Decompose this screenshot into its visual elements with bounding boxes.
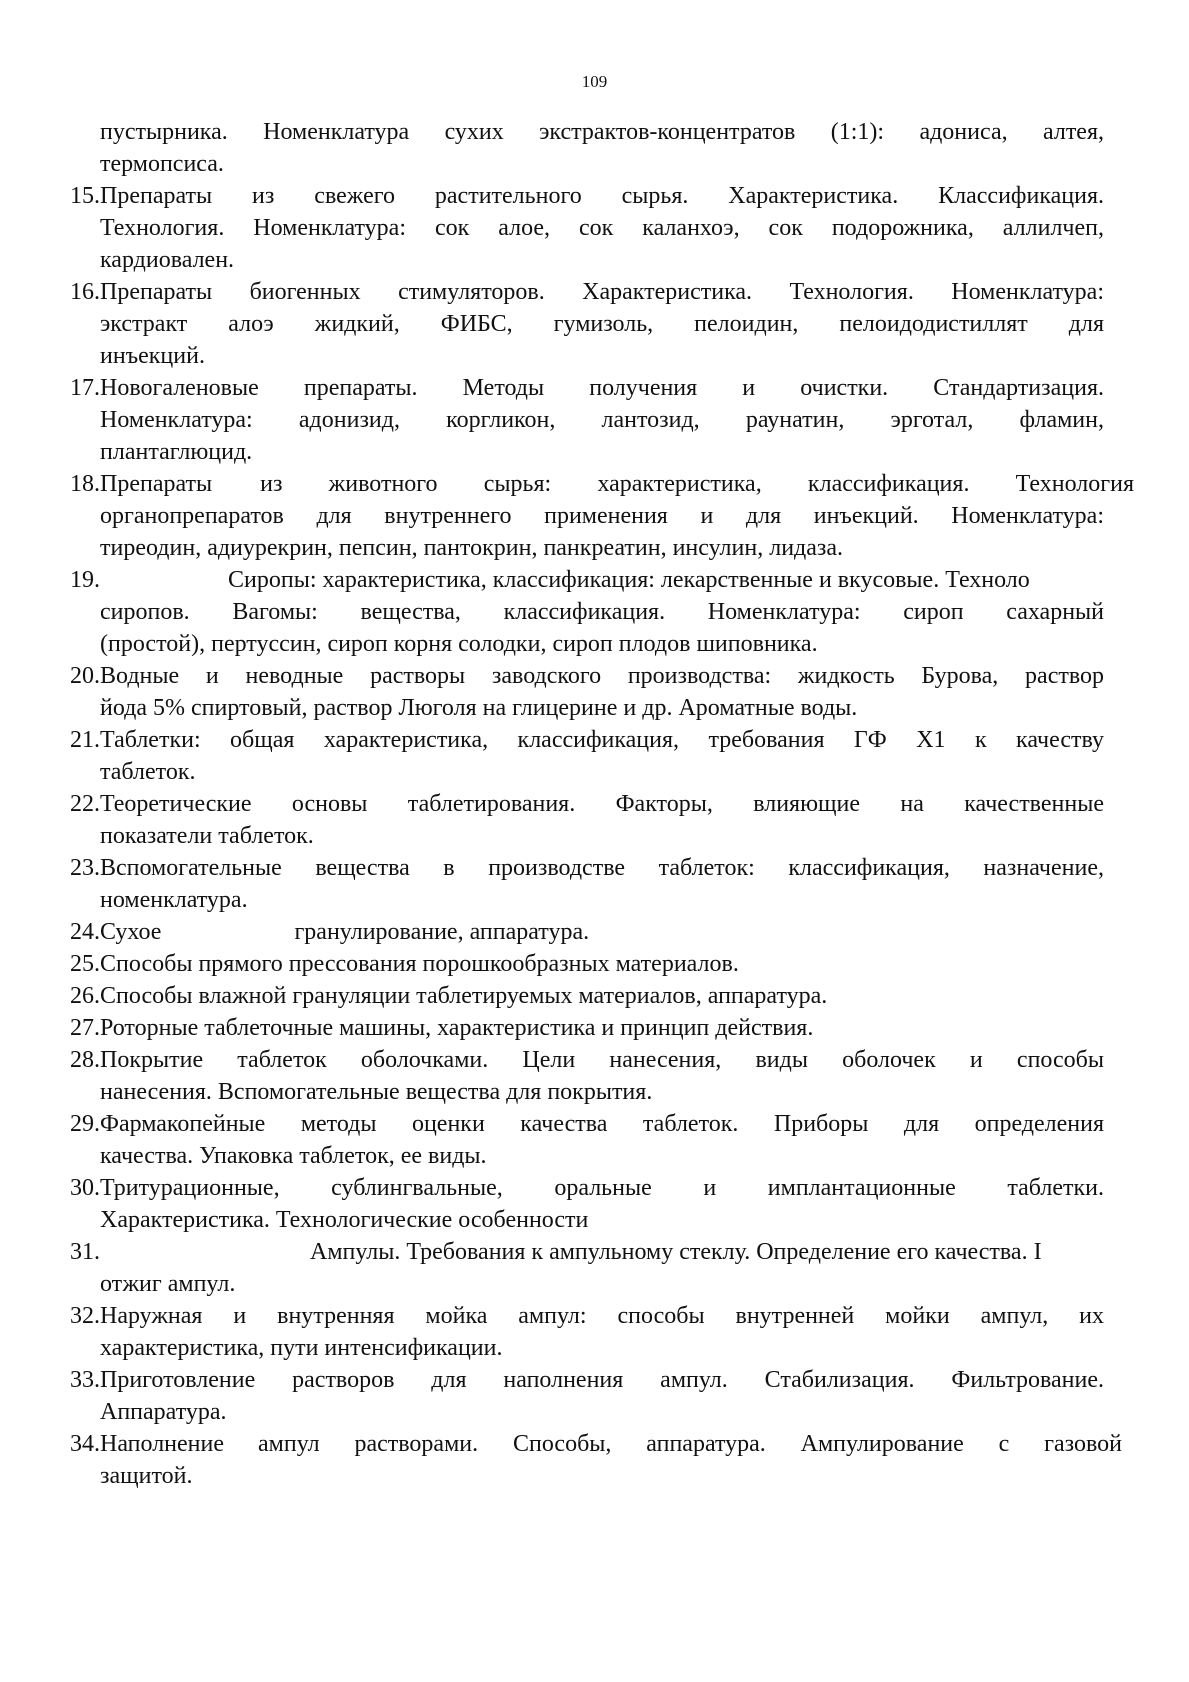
text-line: Аппаратура.: [100, 1399, 227, 1425]
text-line: характеристика, пути интенсификации.: [100, 1335, 503, 1361]
list-item-24-rest: гранулирование, аппаратура.: [294, 919, 590, 945]
list-item-26: 26.Способы влажной грануляции таблетируемых материалов, аппаратура.: [70, 983, 828, 1009]
list-item-18-rest: из животного сырья: характеристика, классификация. Технология: [260, 471, 1134, 497]
spacer: [212, 468, 260, 500]
text-line: показатели таблеток.: [100, 823, 314, 849]
text-line: защитой.: [100, 1463, 193, 1489]
list-item-27: 27.Роторные таблеточные машины, характеристика и принцип действия.: [70, 1015, 814, 1041]
list-item-16: 16.Препараты биогенных стимуляторов. Характеристика. Технология. Номенклатура:: [70, 279, 1104, 305]
list-item-19-text: Сиропы: характеристика, классификация: лекарственные и вкусовые. Техноло: [228, 567, 1030, 593]
list-item-34-lead: 34.Наполнение: [70, 1431, 225, 1457]
list-item-18-lead: 18.Препараты: [70, 471, 213, 497]
text-line: качества. Упаковка таблеток, ее виды.: [100, 1143, 487, 1169]
list-item-23: 23.Вспомогательные вещества в производстве таблеток: классификация, назначение,: [70, 855, 1104, 881]
text-line: экстракт алоэ жидкий, ФИБС, гумизоль, пелоидин, пелоидодистиллят для: [100, 311, 1104, 337]
list-item-15: 15.Препараты из свежего растительного сырья. Характеристика. Классификация.: [70, 183, 1104, 209]
text-line: кардиовален.: [100, 247, 235, 273]
list-item-18: [70, 468, 1134, 500]
text-line: плантаглюцид.: [100, 439, 253, 465]
list-item-19-number: 19.: [70, 567, 100, 593]
text-line: пустырника. Номенклатура сухих экстрактов-концентратов (1:1): адониса, алтея,: [100, 119, 1104, 145]
list-item-19: [70, 564, 1116, 596]
list-item-34-rest: ампул растворами. Способы, аппаратура. Ампулирование с газовой: [258, 1431, 1122, 1457]
page-number: 109: [581, 72, 608, 91]
list-item-30: 30.Тритурационные, сублингвальные, оральные и имплантационные таблетки.: [70, 1175, 1104, 1201]
list-item-33: 33.Приготовление растворов для наполнения ампул. Стабилизация. Фильтрование.: [70, 1367, 1104, 1393]
list-item-32: 32.Наружная и внутренняя мойка ампул: способы внутренней мойки ампул, их: [70, 1303, 1104, 1329]
text-line: Номенклатура: адонизид, коргликон, лантозид, раунатин, эрготал, фламин,: [100, 407, 1104, 433]
list-item-29: 29.Фармакопейные методы оценки качества таблеток. Приборы для определения: [70, 1111, 1104, 1137]
list-item-24-lead: 24.Сухое: [70, 919, 162, 945]
list-item-24: [70, 916, 1104, 948]
spacer: [224, 1428, 258, 1460]
document-body: [70, 116, 1134, 1492]
text-line: (простой), пертуссин, сироп корня солодки, сироп плодов шиповника.: [100, 631, 818, 657]
text-line: Характеристика. Технологические особенности: [100, 1207, 589, 1233]
list-item-22: 22.Теоретические основы таблетирования. Факторы, влияющие на качественные: [70, 791, 1104, 817]
text-line: тиреодин, адиурекрин, пепсин, пантокрин, панкреатин, инсулин, лидаза.: [100, 535, 844, 561]
list-item-17: 17.Новогаленовые препараты. Методы получения и очистки. Стандартизация.: [70, 375, 1104, 401]
list-item-31-text: Ампулы. Требования к ампульному стеклу. Определение его качества. I: [310, 1239, 1042, 1265]
text-line: нанесения. Вспомогательные вещества для покрытия.: [100, 1079, 653, 1105]
text-line: сиропов. Вагомы: вещества, классификация. Номенклатура: сироп сахарный: [100, 599, 1104, 625]
text-line: отжиг ампул.: [100, 1271, 236, 1297]
text-line: номенклатура.: [100, 887, 248, 913]
text-line: йода 5% спиртовый, раствор Люголя на глицерине и др. Ароматные воды.: [100, 695, 858, 721]
list-item-21: 21.Таблетки: общая характеристика, классификация, требования ГФ Х1 к качеству: [70, 727, 1104, 753]
list-item-31-number: 31.: [70, 1239, 100, 1265]
text-line: органопрепаратов для внутреннего применения и для инъекций. Номенклатура:: [100, 503, 1104, 529]
list-item-20: 20.Водные и неводные растворы заводского производства: жидкость Бурова, раствор: [70, 663, 1104, 689]
text-line: таблеток.: [100, 759, 196, 785]
list-item-34: [70, 1428, 1122, 1460]
text-line: Технология. Номенклатура: сок алое, сок каланхоэ, сок подорожника, аллилчеп,: [100, 215, 1104, 241]
list-item-31: [70, 1236, 1116, 1268]
list-item-25: 25.Способы прямого прессования порошкообразных материалов.: [70, 951, 739, 977]
text-line: инъекций.: [100, 343, 205, 369]
list-item-28: 28.Покрытие таблеток оболочками. Цели нанесения, виды оболочек и способы: [70, 1047, 1104, 1073]
text-line: термопсиса.: [100, 151, 224, 177]
